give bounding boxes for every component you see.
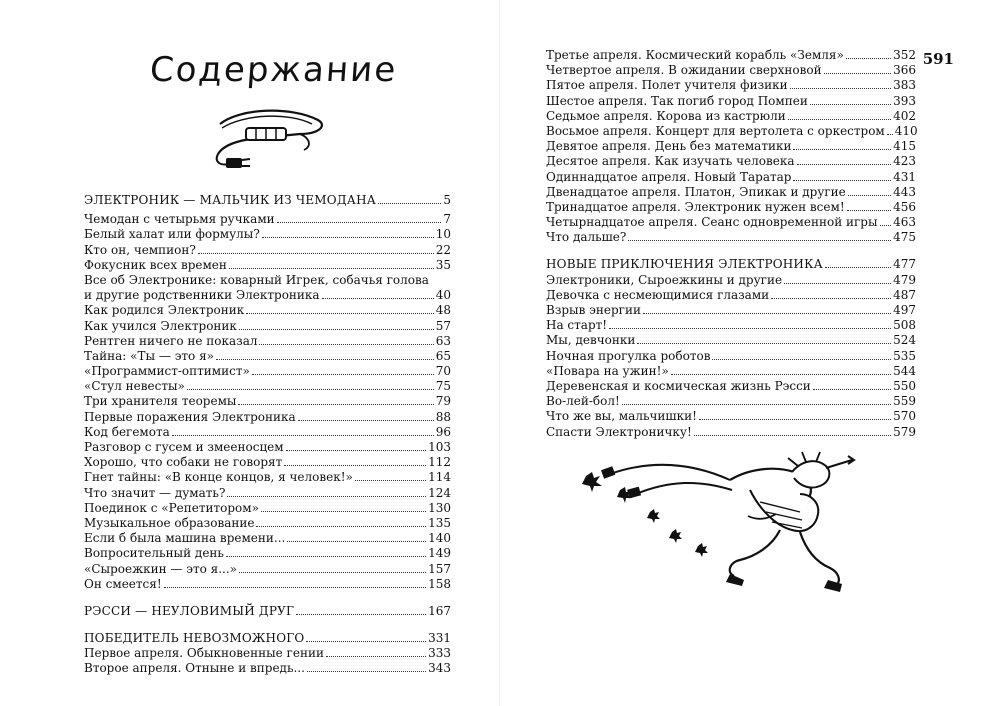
- toc-entry: Восьмое апреля. Концерт для вертолета с оркестром 410: [546, 123, 918, 138]
- toc-entry: Спасти Электроничку! 579: [546, 424, 916, 439]
- toc-entry: Как родился Электроник 48: [84, 303, 451, 318]
- toc-entry: «Повара на ужин!» 544: [546, 363, 916, 378]
- toc-entry: Первые поражения Электроника 88: [84, 409, 451, 424]
- toc-section: ПОБЕДИТЕЛЬ НЕВОЗМОЖНОГО 331: [84, 631, 451, 646]
- toc-entry: Разговор с гусем и змееносцем 103: [84, 440, 451, 455]
- toc-entry: Пятое апреля. Полет учителя физики 383: [546, 78, 916, 93]
- toc-entry: Мы, девчонки 524: [546, 333, 916, 348]
- toc-entry: Четырнадцатое апреля. Сеанс одновременной игры 463: [546, 215, 916, 230]
- toc-entry: Музыкальное образование 135: [84, 515, 451, 530]
- toc-entry: Девочка с несмеющимися глазами 487: [546, 287, 916, 302]
- toc-entry: Тайна: «Ты — это я» 65: [84, 348, 451, 363]
- toc-entry: Он смеется! 158: [84, 576, 451, 591]
- toc-entry: Гнет тайны: «В конце концов, я человек!» 114: [84, 470, 451, 485]
- toc-entry: Белый халат или формулы? 10: [84, 227, 451, 242]
- toc-entry: Что же вы, мальчишки! 570: [546, 409, 916, 424]
- toc-entry: Двенадцатое апреля. Платон, Эпикак и другие 443: [546, 184, 916, 199]
- toc-entry: На старт! 508: [546, 318, 916, 333]
- toc-entry: Четвертое апреля. В ожидании сверхновой 366: [546, 63, 916, 78]
- toc-entry: Во-лей-бол! 559: [546, 394, 916, 409]
- toc-entry: Ночная прогулка роботов 535: [546, 348, 916, 363]
- toc-entry: Три хранителя теоремы 79: [84, 394, 451, 409]
- toc-entry: Третье апреля. Космический корабль «Земля» 352: [546, 48, 916, 62]
- toc-entry: Вопросительный день 149: [84, 546, 451, 561]
- toc-entry: Деревенская и космическая жизнь Рэсси 550: [546, 378, 916, 393]
- toc-entry: Второе апреля. Отныне и впредь... 343: [84, 661, 451, 676]
- toc-right-column: [546, 48, 916, 440]
- page-title: Содержание: [148, 50, 399, 90]
- toc-entry: «Программист-оптимист» 70: [84, 364, 451, 379]
- toc-entry: Девятое апреля. День без математики 415: [546, 139, 916, 154]
- toc-entry: Шестое апреля. Так погиб город Помпеи 393: [546, 93, 916, 108]
- cord-with-plug-icon: [200, 104, 330, 176]
- toc-entry: «Стул невесты» 75: [84, 379, 451, 394]
- toc-entry-multiline: Все об Электронике: коварный Игрек, собачья голова и другие родственники Электроника 40: [84, 272, 451, 303]
- toc-entry: Если б была машина времени... 140: [84, 531, 451, 546]
- toc-entry: Десятое апреля. Как изучать человека 423: [546, 154, 916, 169]
- toc-entry: Кто он, чемпион? 22: [84, 242, 451, 257]
- toc-left-column: [84, 193, 451, 677]
- toc-entry: Тринадцатое апреля. Электроник нужен всем! 456: [546, 199, 916, 214]
- toc-entry: Что дальше? 475: [546, 230, 916, 245]
- toc-entry: Поединок с «Репетитором» 130: [84, 500, 451, 515]
- toc-section: ЭЛЕКТРОНИК — МАЛЬЧИК ИЗ ЧЕМОДАНА 5: [84, 193, 451, 207]
- toc-entry: Фокусник всех времен 35: [84, 257, 451, 272]
- page-number: 591: [922, 50, 954, 68]
- toc-entry: Как учился Электроник 57: [84, 318, 451, 333]
- toc-entry: Код бегемота 96: [84, 424, 451, 439]
- toc-entry: «Сыроежкин — это я...» 157: [84, 561, 451, 576]
- toc-entry: Рентген ничего не показал 63: [84, 333, 451, 348]
- toc-entry: Седьмое апреля. Корова из кастрюли 402: [546, 108, 916, 123]
- toc-entry: Электроники, Сыроежкины и другие 479: [546, 272, 916, 287]
- toc-entry: Чемодан с четырьмя ручками 7: [84, 212, 451, 227]
- toc-section: НОВЫЕ ПРИКЛЮЧЕНИЯ ЭЛЕКТРОНИКА 477: [546, 257, 916, 272]
- toc-entry: Что значит — думать? 124: [84, 485, 451, 500]
- toc-entry: Первое апреля. Обыкновенные гении 333: [84, 646, 451, 661]
- toc-entry: Взрыв энергии 497: [546, 303, 916, 317]
- toc-entry: Хорошо, что собаки не говорят 112: [84, 455, 451, 470]
- flying-robot-illustration: [580, 450, 860, 600]
- toc-entry: Одиннадцатое апреля. Новый Таратар 431: [546, 169, 916, 184]
- toc-section: РЭССИ — НЕУЛОВИМЫЙ ДРУГ 167: [84, 603, 451, 618]
